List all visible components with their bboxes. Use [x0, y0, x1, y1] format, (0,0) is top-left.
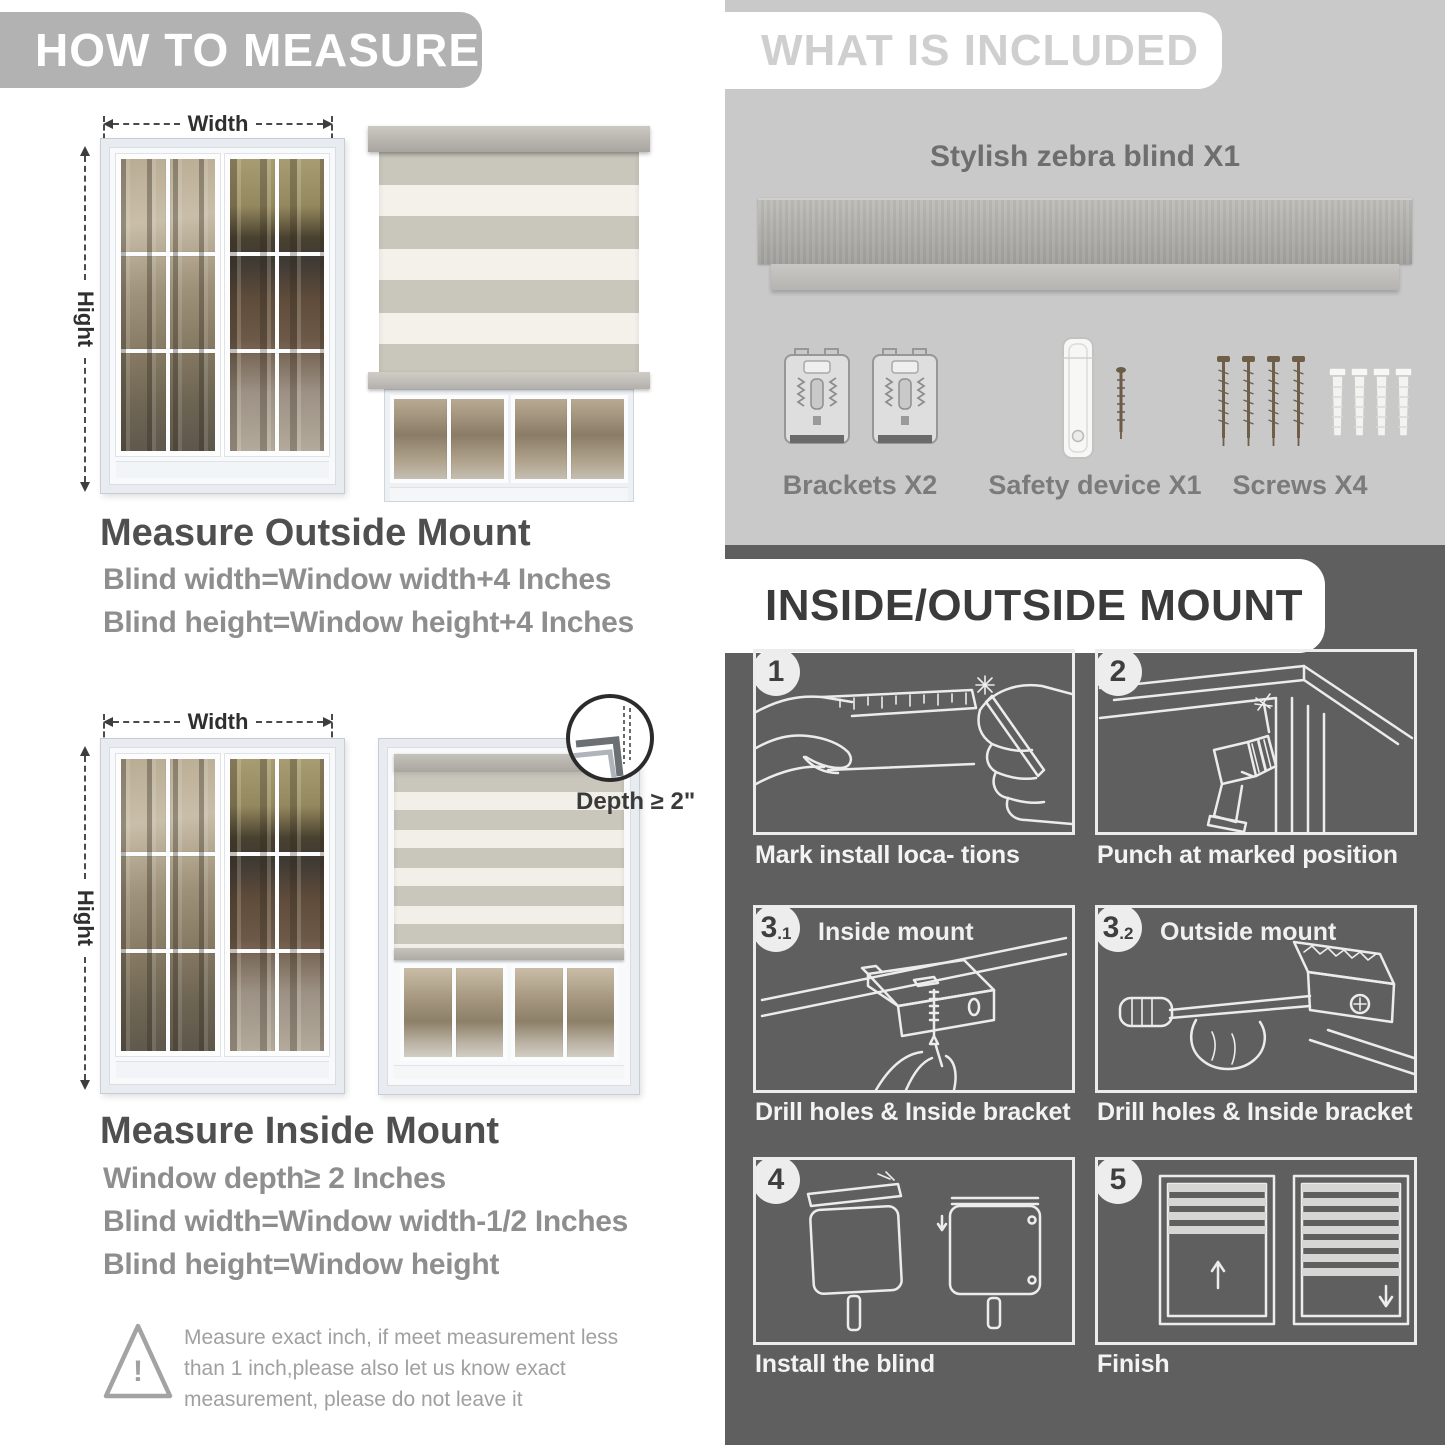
blind-bottom-rail	[394, 948, 624, 960]
install-blind-illustration	[756, 1160, 1072, 1342]
blind-cassette-product	[758, 198, 1412, 264]
window-glass	[400, 964, 618, 1061]
step-caption: Punch at marked position	[1097, 841, 1398, 869]
arrow-up-icon	[80, 146, 90, 156]
arrow-right-icon	[323, 717, 333, 727]
drill-illustration	[1098, 652, 1414, 832]
step-number-badge: 5	[1095, 1157, 1142, 1204]
height-label: Hight	[73, 290, 98, 348]
step-number-badge: 3 .1	[753, 905, 800, 952]
mark-locations-illustration	[756, 652, 1072, 832]
step-title: Inside mount	[818, 918, 974, 946]
step-number-badge: 4	[753, 1157, 800, 1204]
window-sill	[394, 1065, 624, 1079]
mount-guide-panel	[725, 545, 1445, 1445]
window-sash	[116, 754, 220, 1056]
step-number-badge: 3 .2	[1095, 905, 1142, 952]
blind-bottom-rail	[368, 372, 650, 389]
product-title: Stylish zebra blind X1	[929, 140, 1241, 173]
height-measure-inside	[72, 746, 98, 1090]
step-caption: Mark install loca- tions	[755, 841, 1020, 869]
step-card-5	[1095, 1157, 1417, 1345]
arrow-down-icon	[80, 1080, 90, 1090]
step-caption: Install the blind	[755, 1350, 935, 1378]
what-is-included-panel	[725, 0, 1445, 545]
width-label: Width	[187, 111, 249, 136]
warning-text: Measure exact inch, if meet measurement less than 1 inch,please also let us know exact measurement, please do not leave it	[184, 1326, 619, 1411]
window-sill	[116, 461, 329, 478]
blind-cassette-lip	[771, 264, 1399, 290]
step-card-4	[753, 1157, 1075, 1345]
step-caption: Finish	[1097, 1350, 1170, 1378]
zebra-blind-outside-photo	[368, 126, 650, 498]
inside-mount-heading: Measure Inside Mount	[100, 1110, 500, 1152]
arrow-up-icon	[80, 746, 90, 756]
window-sash	[225, 754, 329, 1056]
step-number-badge: 1	[753, 649, 800, 696]
height-measure-outside	[72, 146, 98, 492]
window-photo-inside	[100, 738, 345, 1094]
screws-label: Screws X4	[1232, 470, 1368, 500]
depth-callout-icon	[566, 694, 654, 782]
inside-rule-depth: Window depth≥ 2 Inches	[103, 1162, 446, 1195]
window-photo-outside	[100, 138, 345, 494]
step-card-3-1	[753, 905, 1075, 1093]
brackets-label: Brackets X2	[782, 470, 938, 500]
width-measure-outside	[103, 112, 333, 136]
safety-device-icon	[1055, 334, 1147, 471]
outside-rule-width: Blind width=Window width+4 Inches	[103, 563, 612, 596]
width-measure-inside	[103, 710, 333, 734]
mount-guide-banner: INSIDE/OUTSIDE MOUNT	[725, 559, 1325, 653]
depth-label: Depth ≥ 2"	[576, 788, 696, 815]
outside-rule-height: Blind height=Window height+4 Inches	[103, 606, 634, 639]
arrow-right-icon	[323, 119, 333, 129]
window-sash	[225, 154, 329, 456]
step-caption: Drill holes & Inside bracket	[755, 1098, 1071, 1126]
inside-rule-height: Blind height=Window height	[103, 1248, 500, 1281]
blind-cassette	[368, 126, 650, 152]
exclamation-mark: !	[133, 1355, 143, 1388]
how-to-measure-banner: HOW TO MEASURE	[0, 12, 482, 88]
height-label: Hight	[73, 889, 98, 947]
window-sill	[116, 1061, 329, 1078]
inside-rule-width: Blind width=Window width-1/2 Inches	[103, 1205, 629, 1238]
brackets-icon	[783, 344, 941, 471]
arrow-left-icon	[103, 717, 113, 727]
outside-mount-heading: Measure Outside Mount	[100, 512, 531, 554]
step-card-2	[1095, 649, 1417, 835]
screws-icon	[1217, 352, 1417, 463]
arrow-left-icon	[103, 119, 113, 129]
arrow-down-icon	[80, 482, 90, 492]
step-title: Outside mount	[1160, 918, 1337, 946]
step-card-1	[753, 649, 1075, 835]
width-label: Width	[187, 709, 249, 734]
window-sash	[116, 154, 220, 456]
what-is-included-banner: WHAT IS INCLUDED	[725, 12, 1222, 89]
step-card-3-2	[1095, 905, 1417, 1093]
finish-illustration	[1098, 1160, 1414, 1342]
safety-device-label: Safety device X1	[988, 470, 1202, 500]
window-below-blind	[384, 389, 634, 502]
step-number-badge: 2	[1095, 649, 1142, 696]
blind-stripes	[379, 152, 639, 372]
warning-triangle-icon	[100, 1318, 180, 1404]
step-caption: Drill holes & Inside bracket	[1097, 1098, 1413, 1126]
